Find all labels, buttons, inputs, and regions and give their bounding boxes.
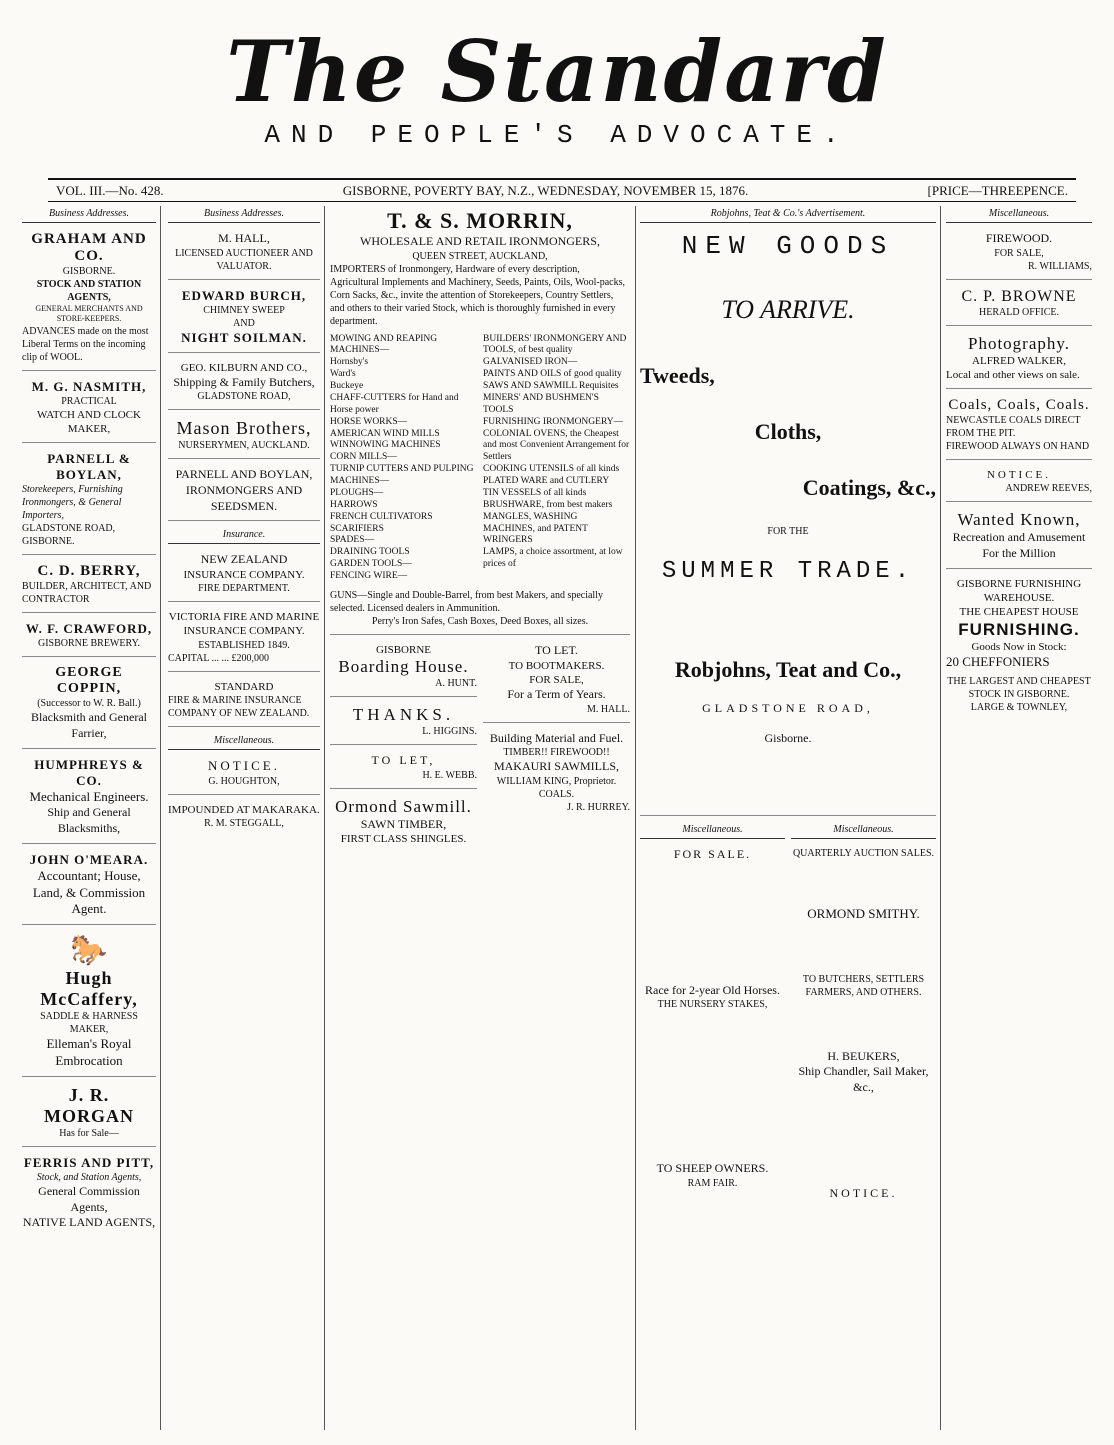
ad-title: H. BEUKERS, [827,1048,900,1063]
ad-line: Goods Now in Stock: [971,640,1067,653]
ad-line: Coatings, &c., [802,475,936,500]
ad-title: EDWARD BURCH, [181,287,307,303]
ad-line: HERALD OFFICE. [978,306,1059,318]
ad-title: GRAHAM AND CO. [31,231,147,264]
ad-title: FIREWOOD. [985,231,1053,245]
ad-line: MAKAURI SAWMILLS, [493,759,620,774]
ad-line: CHIMNEY SWEEP [203,304,285,316]
ad-title: FOR SALE. [673,847,752,861]
price: [PRICE—THREEPENCE. [927,182,1068,198]
ad-title: NOTICE. [829,1185,898,1200]
section-heading: Miscellaneous. [640,824,785,839]
ad-line: QUEEN STREET, AUCKLAND, [412,250,548,262]
ad-title: NOTICE. [208,758,280,774]
ad-line: THE CHEAPEST HOUSE [959,606,1079,619]
ad-title: IMPOUNDED AT MAKARAKA. [168,803,320,816]
product-list-item: CHAFF-CUTTERS for Hand and Horse power [330,392,459,415]
ad-line: TIMBER!! FIREWOOD!! [503,747,610,759]
column-rule [324,206,325,1430]
ad-furnishing [946,577,1092,714]
ad-line: FIRE & MARINE INSURANCE COMPANY OF NEW ZEALAND. [168,695,310,720]
ad-line: Cloths, [754,419,822,444]
ad-impounded [168,803,320,830]
ad-line: A. HUNT. [435,678,477,690]
ad-line: ANDREW REEVES, [1005,483,1092,495]
section-heading: Miscellaneous. [791,824,936,839]
lower-left [640,824,785,1201]
column-robjohns [640,208,936,1428]
ad-title: M. G. NASMITH, [31,378,147,394]
column-rule [160,206,161,1430]
ad-title: HUMPHREYS & CO. [34,756,144,788]
column-business-1 [22,208,156,1428]
ad-title: W. F. CRAWFORD, [25,621,153,637]
ad-robjohns [640,231,936,816]
product-list-item: AMERICAN WIND MILLS [330,428,440,439]
ad-morrin [330,208,630,635]
ad-title: Mason Brothers, [176,418,312,439]
ad-text: GUNS—Single and Double-Barrel, from best Makers, and specially selected. Licensed dealers in Ammunition. [330,589,603,614]
product-list-item: MINERS' AND BUSHMEN'S TOOLS [483,392,599,415]
ad-title: Coals, Coals, Coals. [948,397,1090,414]
ad-line: NIGHT SOILMAN. [181,329,307,345]
column-morrin [330,208,630,1428]
ad-browne [946,288,1092,326]
ad-mason [168,418,320,459]
ad-photography [946,334,1092,390]
ad-line: WHOLESALE AND RETAIL IRONMONGERS, [360,234,600,248]
ad-title: VICTORIA FIRE AND MARINE INSURANCE COMPANY. [168,611,320,638]
ad-wanted [946,510,1092,568]
ad-tolet-2 [483,643,630,723]
product-list-item: FURNISHING IRONMONGERY— [483,416,624,427]
ad-line: Ship Chandler, Sail Maker, &c., [798,1064,929,1095]
ad-line: Shipping & Family Butchers, [173,374,315,389]
product-list-item: PAINTS AND OILS of good quality [483,369,622,380]
ad-title: NEW GOODS [681,231,895,261]
ad-line: TO ARRIVE. [721,295,855,324]
ad-line: TO BOOTMAKERS. [508,659,605,672]
ad-line: THE NURSERY STAKES, [657,999,768,1011]
ad-nasmith [22,379,156,444]
ad-line: GISBORNE [375,643,431,656]
ad-line: WATCH AND CLOCK MAKER, [37,408,141,436]
ad-line: FOR SALE, [529,673,584,686]
horse-icon: 🐎 [70,934,108,968]
ad-title: NEW ZEALAND [200,552,288,567]
ad-title: GEO. KILBURN AND CO., [180,361,308,374]
ad-line: GENERAL MERCHANTS AND STORE-KEEPERS. [35,304,143,324]
product-list-item: SPADES— [330,535,375,546]
section-heading: Robjohns, Teat & Co.'s Advertisement. [640,208,936,223]
ad-line: FURNISHING. [958,619,1080,639]
product-list-item: Buckeye [330,381,364,392]
ad-line: CAPITAL ... ... £200,000 [168,652,270,664]
ad-title: C. P. BROWNE [961,287,1077,305]
ad-title: JOHN O'MEARA. [29,851,149,867]
right-product-list [483,334,630,583]
column-misc [946,208,1092,1428]
ad-line: NURSERYMEN, AUCKLAND. [178,440,310,452]
ad-line: R. WILLIAMS, [1028,260,1092,272]
ad-coppin [22,665,156,748]
section-heading: Business Addresses. [22,208,156,223]
product-list-item: HARROWS [330,499,378,510]
ad-title: THANKS. [352,705,455,725]
ad-line: SADDLE & HARNESS MAKER, [40,1011,138,1036]
ad-line: RAM FAIR. [687,1177,738,1189]
ad-line: Robjohns, Teat and Co., [674,657,902,682]
ad-line: Recreation and Amusement For the Million [952,530,1086,561]
product-list-item: GALVANISED IRON— [483,357,578,368]
column-rule [635,206,636,1430]
product-list-item: LAMPS, a choice assortment, at low prices of [483,547,623,570]
ad-parnell [22,451,156,555]
ad-line: FOR SALE, [994,247,1044,259]
left-product-list [330,334,477,583]
ad-line: SUMMER TRADE. [661,558,915,585]
ad-line: General Commission Agents, [38,1184,140,1214]
product-list-item: DRAINING TOOLS [330,547,410,558]
ad-title: FERRIS AND PITT, [23,1155,155,1171]
product-list-item: Hornsby's [330,357,369,368]
ad-line: NATIVE LAND AGENTS, [22,1215,156,1230]
ad-nz-insurance [168,552,320,602]
product-list-item: FENCING WIRE— [330,571,408,582]
ad-line: M. HALL. [586,703,630,715]
lower-right [791,824,936,1201]
place-date: GISBORNE, POVERTY BAY, N.Z., WEDNESDAY, NOVEMBER 15, 1876. [342,182,749,198]
ad-title: Wanted Known, [957,510,1081,530]
ad-line: Mechanical Engineers. [29,788,149,804]
product-list-item: TIN VESSELS of all kinds [483,487,587,498]
ad-title: Hugh McCaffery, [40,968,138,1010]
ad-line: GISBORNE. [62,266,116,277]
ad-line: Has for Sale— [59,1128,119,1140]
ad-line: ALFRED WALKER, [972,354,1066,367]
ad-notice [168,758,320,795]
ad-humphreys [22,757,156,844]
ad-line: L. HIGGINS. [422,726,477,738]
ad-title: GEORGE COPPIN, [55,665,123,697]
product-list-item: Ward's [330,369,356,380]
product-list-item: SCARIFIERS [330,523,384,534]
ad-standard [168,680,320,727]
ad-title: Race for 2-year Old Horses. [645,982,780,997]
ad-title: TO SHEEP OWNERS. [656,1161,769,1176]
ad-line: FIREWOOD ALWAYS ON HAND [946,441,1090,453]
ad-title: ORMOND SMITHY. [807,906,920,921]
ad-omeara [22,852,156,926]
ad-line: For a Term of Years. [507,687,606,702]
ad-title: M. HALL, [218,231,270,245]
ad-line: Tweeds, [640,363,715,388]
ad-line: STOCK AND STATION AGENTS, [36,279,142,303]
ad-line: NEWCASTLE COALS DIRECT FROM THE PIT. [946,415,1081,440]
ad-hall [168,231,320,280]
ad-sawmill [330,797,477,847]
ad-line: Elleman's Royal Embrocation [46,1036,132,1069]
ad-title: Boarding House. [338,657,469,677]
ad-line: Gisborne. [764,730,812,745]
ad-title: Building Material and Fuel. [489,730,624,745]
product-list-item: WINNOWING MACHINES [330,440,441,451]
product-list-item: TURNIP CUTTERS AND PULPING MACHINES— [330,464,474,487]
ad-line: J. R. HURREY. [567,801,630,813]
ad-title: PARNELL AND BOYLAN, [175,467,313,482]
ad-line: BUILDER, ARCHITECT, AND CONTRACTOR [22,581,152,606]
ad-line: (Successor to W. R. Ball.) [37,698,141,710]
ad-title: TO LET, [371,753,436,768]
ad-victoria [168,610,320,672]
ad-title: T. & S. MORRIN, [387,208,573,233]
ad-title: TO BUTCHERS, SETTLERS FARMERS, AND OTHERS. [802,973,925,998]
ad-building [483,731,630,814]
lower-right [483,643,630,847]
section-heading: Insurance. [168,529,320,544]
ad-thanks [330,705,477,745]
ad-line: R. M. STEGGALL, [204,818,284,830]
dateline [48,178,1076,202]
product-list-item: MOWING AND REAPING MACHINES— [330,333,438,356]
ad-line: Stock, and Station Agents, [36,1172,142,1184]
section-heading: Miscellaneous. [168,735,320,750]
newspaper-title: The Standard [226,22,888,121]
ad-line: 20 CHEFFONIERS [946,653,1050,669]
ad-title: NOTICE. [986,469,1052,482]
ad-line: G. HOUGHTON, [208,775,280,787]
ad-parnell-2 [168,467,320,521]
product-list-item: HORSE WORKS— [330,416,408,427]
robjohns-lower [640,824,936,1201]
ad-title: Ormond Sawmill. [335,796,472,816]
ad-text: ADVANCES made on the most Liberal Terms on the incoming clip of WOOL. [22,325,149,363]
ad-crawford [22,621,156,657]
ad-line: INSURANCE COMPANY. [183,568,305,581]
ad-burch [168,288,320,353]
ad-title: Photography. [967,333,1071,353]
ad-title: TO LET. [535,642,578,657]
ad-line: GISBORNE BREWERY. [37,638,141,650]
product-list-item: PLATED WARE and CUTLERY [483,476,610,487]
column-rule [940,206,941,1430]
ad-line: Local and other views on sale. [946,368,1080,381]
product-list-item: CORN MILLS— [330,452,397,463]
ad-line: GLADSTONE ROAD, [197,391,291,403]
ad-kilburn [168,361,320,411]
ad-line: PRACTICAL [61,395,117,407]
ad-text: IMPORTERS of Ironmongery, Hardware of every description, Agricultural Implements and Machinery, Seeds, Paints, Oils, Wool-packs, Corn Sacks, &c., invite the attention of Storekeepers, Country Settlers, and others to their varied Stock, which is thoroughly furnished in every department. [330,263,625,327]
ad-mccaffery [22,933,156,1077]
ad-line: LARGE & TOWNLEY, [970,701,1068,713]
ad-line: AND [233,317,255,329]
ad-line: THE LARGEST AND CHEAPEST STOCK IN GISBORNE. [947,675,1091,700]
ad-coals [946,397,1092,460]
lower-left [330,643,477,847]
ad-title: C. D. BERRY, [37,563,141,580]
product-list-item: BUILDERS' IRONMONGERY AND TOOLS, of best quality [483,333,627,356]
ad-firewood [946,231,1092,280]
ad-boarding [330,643,477,697]
product-list-item: GARDEN TOOLS— [330,559,412,570]
lower-grid [330,643,630,847]
ad-title: GISBORNE FURNISHING WAREHOUSE. [956,577,1082,604]
ad-line: Blacksmith and General Farrier, [31,710,147,740]
ad-line: SAWN TIMBER, [360,816,447,831]
ad-title: STANDARD [214,680,274,693]
newspaper-subtitle: AND PEOPLE'S ADVOCATE. [264,120,850,150]
ad-line: H. E. WEBB. [422,769,477,781]
section-heading: Business Addresses. [168,208,320,223]
product-list-item: PLOUGHS— [330,487,384,498]
ad-line: FIRST CLASS SHINGLES. [340,833,467,846]
ad-line: FIRE DEPARTMENT. [198,583,290,595]
ad-line: WILLIAM KING, Proprietor. [496,775,617,787]
product-lists [330,334,630,583]
ad-notice-reeves [946,468,1092,502]
ad-line: Perry's Iron Safes, Cash Boxes, Deed Boxes, all sizes. [371,615,589,627]
product-list-item: SAWS AND SAWMILL Requisites [483,381,619,392]
ad-tolet [330,753,477,789]
product-list-item: COLONIAL OVENS, the Cheapest and most Convenient Arrangement for Settlers [483,428,630,463]
ad-line: ESTABLISHED 1849. [198,639,290,651]
ad-ferris [22,1155,156,1231]
ad-berry [22,563,156,613]
ad-line: Ship and General Blacksmiths, [47,805,131,836]
ad-title: PARNELL & BOYLAN, [47,451,131,483]
ad-line: Storekeepers, Furnishing Ironmongers, & General Importers, [22,484,123,522]
ad-line: GLADSTONE ROAD, GISBORNE. [22,523,116,548]
ad-line: FOR THE [767,526,809,537]
masthead [0,22,1114,150]
product-list-item: MANGLES, WASHING MACHINES, and PATENT WRINGERS [483,511,588,546]
volume-number: VOL. III.—No. 428. [56,182,164,198]
ad-line: LICENSED AUCTIONEER AND VALUATOR. [175,247,313,272]
section-heading: Miscellaneous. [946,208,1092,223]
ad-morgan [22,1085,156,1147]
ad-title: J. R. MORGAN [44,1085,134,1127]
ad-line: IRONMONGERS AND SEEDSMEN. [185,483,303,513]
product-list-item: FRENCH CULTIVATORS [330,511,433,522]
ad-line: GLADSTONE ROAD, [702,701,874,715]
ad-line: COALS. [538,788,575,800]
product-list-item: COOKING UTENSILS of all kinds [483,464,620,475]
column-business-2 [168,208,320,1428]
ad-graham [22,231,156,371]
ad-title: QUARTERLY AUCTION SALES. [792,848,935,859]
ad-line: Accountant; House, Land, & Commission Agent. [32,867,146,917]
product-list-item: BRUSHWARE, from best makers [483,499,613,510]
